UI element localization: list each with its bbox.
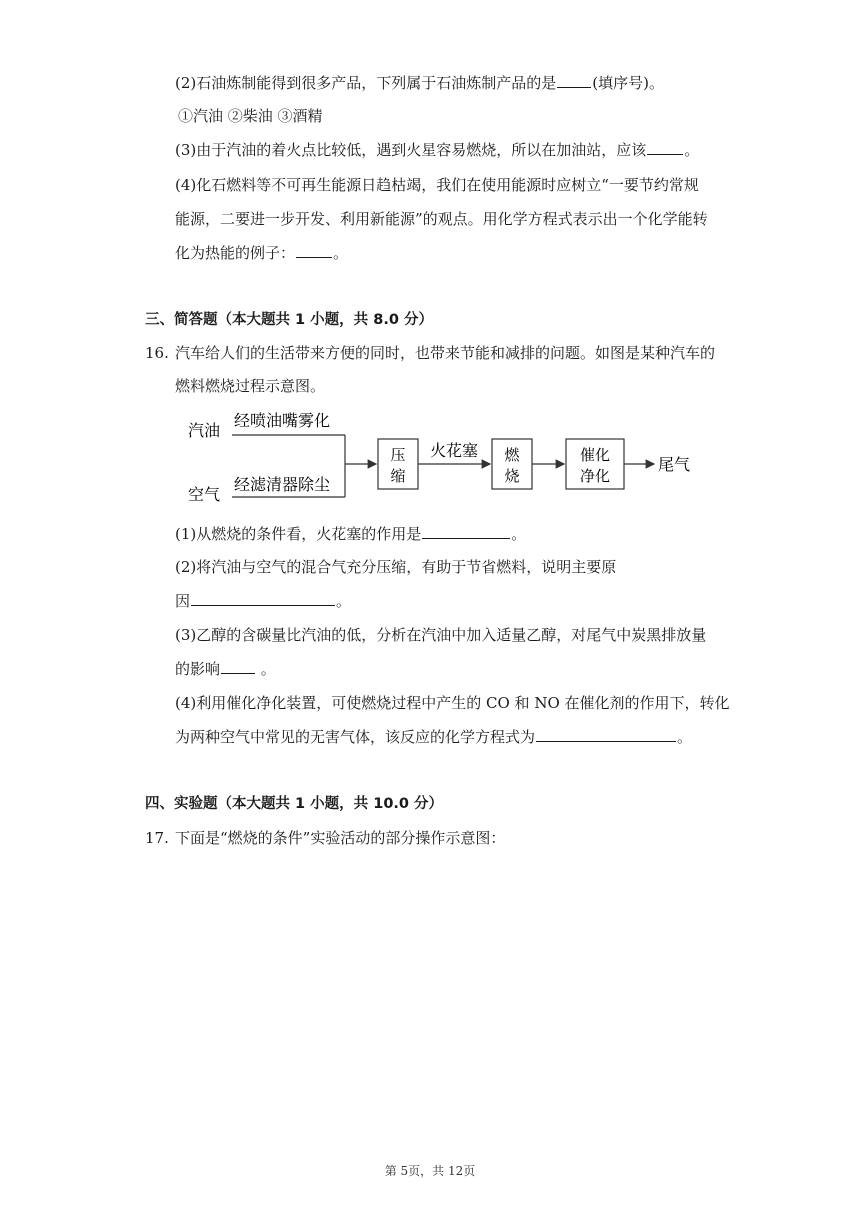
purify-box-line2: 净化 xyxy=(579,467,611,485)
answer-blank[interactable] xyxy=(422,523,510,539)
section-heading-short-answer: 三、简答题（本大题共 1 小题，共 8.0 分） xyxy=(145,312,433,328)
q15-part3 xyxy=(175,139,699,161)
answer-blank[interactable] xyxy=(296,242,332,258)
gasoline-label: 汽油 xyxy=(188,421,221,440)
q15-part3-text: (3)由于汽油的着火点比较低，遇到火星容易燃烧，所以在加油站，应该 xyxy=(175,141,647,159)
q15-part2-options: ①汽油 ②柴油 ③酒精 xyxy=(178,107,323,125)
question-number: 16. xyxy=(145,344,169,362)
combustion-process-diagram xyxy=(180,402,710,510)
q16-part2-line2 xyxy=(175,590,351,612)
q16-part3-text: 的影响 xyxy=(175,660,221,678)
q15-part4-suffix: 。 xyxy=(333,244,349,262)
q16-part2-line1: (2)将汽油与空气的混合气充分压缩，有助于节省燃料，说明主要原 xyxy=(175,558,617,576)
answer-blank[interactable] xyxy=(557,72,591,88)
q15-part2-text: (2)石油炼制能得到很多产品，下列属于石油炼制产品的是 xyxy=(175,74,557,92)
compress-box-char1: 压 xyxy=(390,446,406,464)
question-number: 17. xyxy=(145,829,169,847)
answer-blank[interactable] xyxy=(647,139,683,155)
q15-part4-text: 化为热能的例子： xyxy=(175,244,296,262)
q16-part3-line2 xyxy=(175,658,276,680)
q17-stem: 下面是“燃烧的条件”实验活动的部分操作示意图： xyxy=(175,829,506,847)
q16-part4-line1: (4)利用催化净化装置，可使燃烧过程中产生的 CO 和 NO 在催化剂的作用下，转化 xyxy=(175,694,730,712)
compress-box-char2: 缩 xyxy=(390,467,406,485)
q16-stem-line1: 汽车给人们的生活带来方便的同时，也带来节能和减排的问题。如图是某种汽车的 xyxy=(175,344,716,362)
answer-blank[interactable] xyxy=(536,726,676,742)
q16-part1-suffix: 。 xyxy=(511,525,527,543)
exhaust-label: 尾气 xyxy=(658,455,691,474)
q15-part4-line1: (4)化石燃料等不可再生能源日趋枯竭，我们在使用能源时应树立“一要节约常规 xyxy=(175,176,699,194)
q16-part3-suffix: 。 xyxy=(256,660,276,678)
burn-box-char1: 燃 xyxy=(504,446,520,464)
q15-part2 xyxy=(175,72,664,94)
spark-plug-label: 火花塞 xyxy=(429,441,479,460)
q16-part3-line1: (3)乙醇的含碳量比汽油的低，分析在汽油中加入适量乙醇，对尾气中炭黑排放量 xyxy=(175,626,707,644)
q15-part4-line3 xyxy=(175,242,348,264)
q15-part2-suffix: (填序号)。 xyxy=(592,74,664,92)
q16-part2-suffix: 。 xyxy=(336,592,352,610)
q16-part4-suffix: 。 xyxy=(677,728,693,746)
q16-part2-text: 因 xyxy=(175,592,191,610)
q16-stem-line2: 燃料燃烧过程示意图。 xyxy=(175,377,326,395)
q16-part4-line2 xyxy=(175,726,692,748)
air-step-label: 经滤清器除尘 xyxy=(234,475,331,494)
q15-part3-suffix: 。 xyxy=(684,141,700,159)
q16-part1-text: (1)从燃烧的条件看，火花塞的作用是 xyxy=(175,525,422,543)
section-heading-experiment: 四、实验题（本大题共 1 小题，共 10.0 分） xyxy=(145,796,444,812)
burn-box-char2: 烧 xyxy=(504,467,520,485)
answer-blank[interactable] xyxy=(191,590,335,606)
purify-box-line1: 催化 xyxy=(579,446,611,464)
air-label: 空气 xyxy=(188,485,221,504)
q16-part1 xyxy=(175,523,526,545)
answer-blank[interactable] xyxy=(221,658,255,674)
gasoline-step-label: 经喷油嘴雾化 xyxy=(234,411,331,430)
q16-part4-text: 为两种空气中常见的无害气体，该反应的化学方程式为 xyxy=(175,728,536,746)
page-footer: 第 5页，共 12页 xyxy=(384,1164,476,1178)
q15-part4-line2: 能源，二要进一步开发、利用新能源”的观点。用化学方程式表示出一个化学能转 xyxy=(175,210,708,228)
